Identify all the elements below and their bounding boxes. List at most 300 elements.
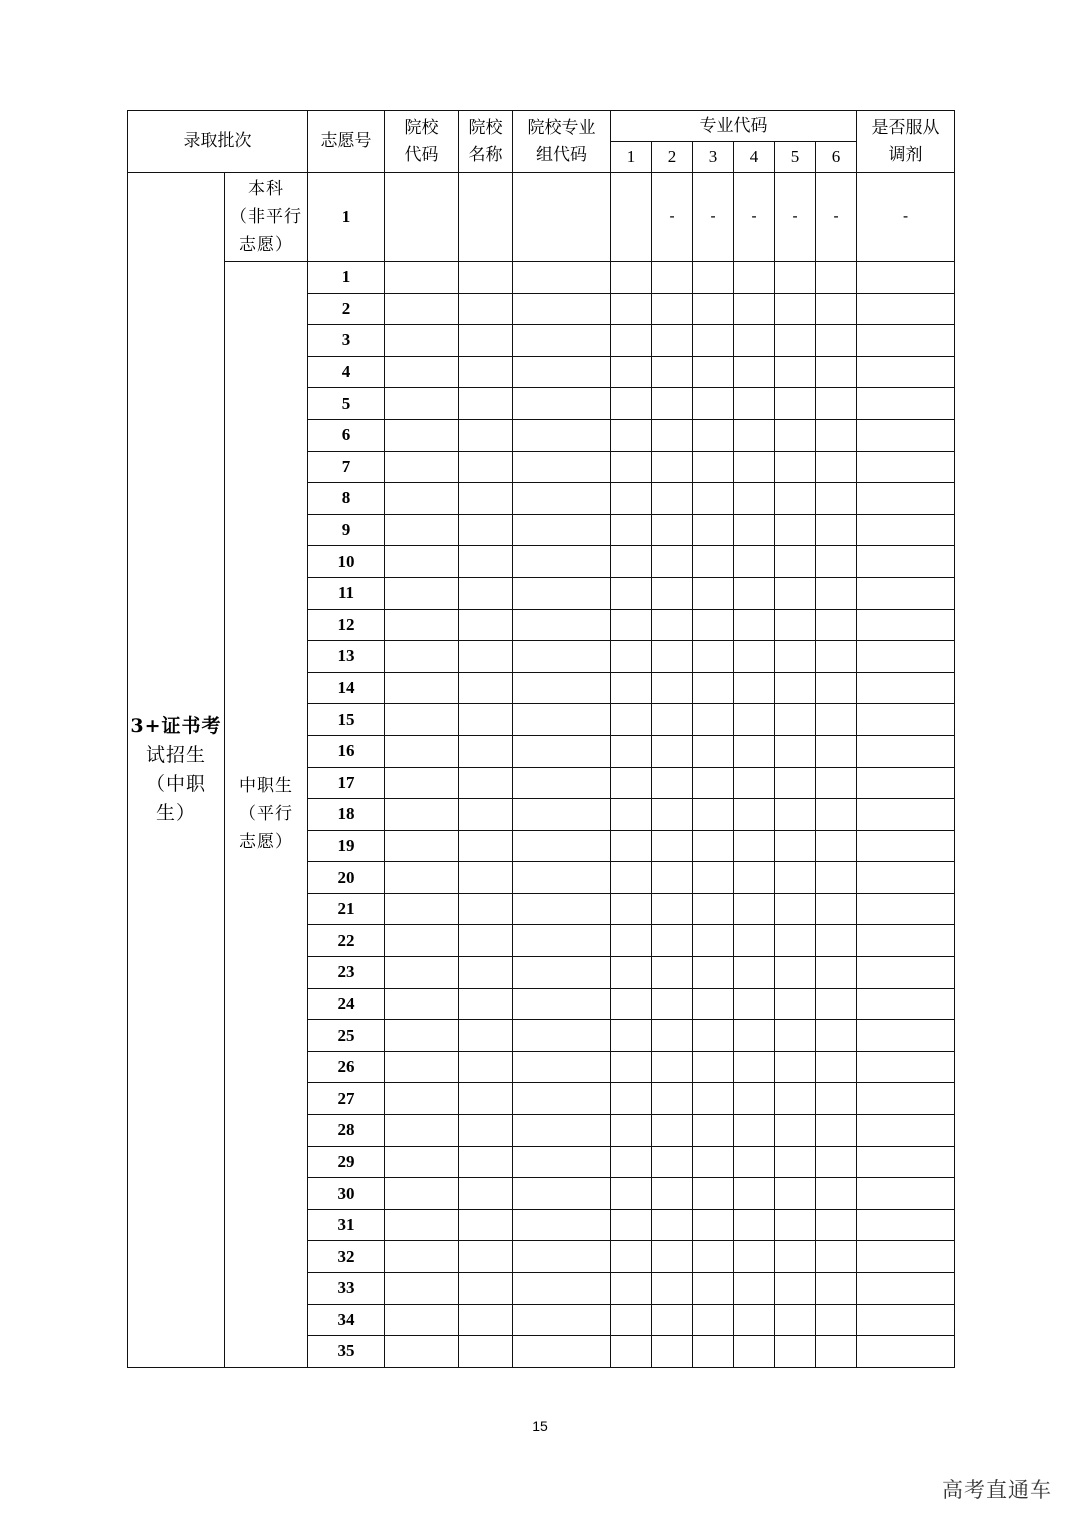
adjust-cell[interactable] bbox=[857, 262, 955, 294]
major-code-cell-4[interactable] bbox=[734, 925, 775, 957]
major-code-cell-1[interactable] bbox=[611, 704, 652, 736]
major-code-cell-6[interactable] bbox=[816, 483, 857, 515]
adjust-cell[interactable] bbox=[857, 451, 955, 483]
adjust-cell[interactable] bbox=[857, 641, 955, 673]
major-code-cell-1[interactable] bbox=[611, 609, 652, 641]
adjust-cell[interactable] bbox=[857, 799, 955, 831]
adjust-cell[interactable] bbox=[857, 735, 955, 767]
major-code-cell-6[interactable] bbox=[816, 1273, 857, 1305]
major-code-cell-1[interactable] bbox=[611, 325, 652, 357]
major-code-cell-6[interactable] bbox=[816, 830, 857, 862]
major-code-cell-2[interactable] bbox=[652, 356, 693, 388]
major-code-cell-3[interactable] bbox=[693, 1115, 734, 1147]
major-code-cell-3[interactable] bbox=[693, 1020, 734, 1052]
major-code-cell-4[interactable] bbox=[734, 1178, 775, 1210]
school-code-cell[interactable] bbox=[385, 451, 459, 483]
major-code-cell-5[interactable] bbox=[775, 893, 816, 925]
major-code-cell-5[interactable] bbox=[775, 1241, 816, 1273]
major-code-cell-6[interactable] bbox=[816, 641, 857, 673]
adjust-cell[interactable] bbox=[857, 1209, 955, 1241]
major-code-cell-2[interactable] bbox=[652, 1146, 693, 1178]
major-code-cell-1[interactable] bbox=[611, 262, 652, 294]
major-code-cell-2[interactable] bbox=[652, 799, 693, 831]
major-code-cell-4[interactable] bbox=[734, 356, 775, 388]
school-code-cell[interactable] bbox=[385, 799, 459, 831]
major-code-cell-3[interactable] bbox=[693, 1304, 734, 1336]
group-code-cell[interactable] bbox=[513, 1083, 611, 1115]
major-code-cell-6[interactable] bbox=[816, 799, 857, 831]
major-code-cell-5[interactable] bbox=[775, 799, 816, 831]
school-name-cell[interactable] bbox=[459, 609, 513, 641]
major-code-cell-1[interactable] bbox=[611, 862, 652, 894]
major-code-cell-6[interactable] bbox=[816, 356, 857, 388]
school-code-cell[interactable] bbox=[385, 925, 459, 957]
major-code-cell-6[interactable] bbox=[816, 1209, 857, 1241]
adjust-cell[interactable] bbox=[857, 862, 955, 894]
major-code-cell-2[interactable] bbox=[652, 609, 693, 641]
major-code-cell-3[interactable] bbox=[693, 356, 734, 388]
major-code-cell-5[interactable] bbox=[775, 735, 816, 767]
major-code-cell-1[interactable] bbox=[611, 1241, 652, 1273]
school-name-cell[interactable] bbox=[459, 735, 513, 767]
major-code-cell-3[interactable] bbox=[693, 1083, 734, 1115]
major-code-cell-1[interactable] bbox=[611, 514, 652, 546]
adjust-cell[interactable] bbox=[857, 1051, 955, 1083]
school-name-cell[interactable] bbox=[459, 356, 513, 388]
school-name-cell[interactable] bbox=[459, 262, 513, 294]
major-code-cell-3[interactable] bbox=[693, 893, 734, 925]
major-code-cell-1[interactable] bbox=[611, 1304, 652, 1336]
major-code-cell-4[interactable] bbox=[734, 830, 775, 862]
major-code-cell-5[interactable] bbox=[775, 1146, 816, 1178]
school-code-cell[interactable] bbox=[385, 483, 459, 515]
group-code-cell[interactable] bbox=[513, 514, 611, 546]
group-code-cell[interactable] bbox=[513, 1304, 611, 1336]
school-code-cell[interactable] bbox=[385, 546, 459, 578]
group-code-cell[interactable] bbox=[513, 325, 611, 357]
major-code-cell-6[interactable] bbox=[816, 767, 857, 799]
major-code-cell-1[interactable] bbox=[611, 830, 652, 862]
major-code-cell-6[interactable] bbox=[816, 1241, 857, 1273]
group-code-cell[interactable] bbox=[513, 1020, 611, 1052]
adjust-cell[interactable] bbox=[857, 925, 955, 957]
major-code-cell-4[interactable] bbox=[734, 514, 775, 546]
group-code-cell[interactable] bbox=[513, 609, 611, 641]
major-code-cell-2[interactable] bbox=[652, 1241, 693, 1273]
school-code-cell[interactable] bbox=[385, 672, 459, 704]
major-code-cell-3[interactable] bbox=[693, 262, 734, 294]
group-code-cell[interactable] bbox=[513, 893, 611, 925]
major-code-cell-6[interactable] bbox=[816, 1304, 857, 1336]
major-code-cell-5[interactable] bbox=[775, 293, 816, 325]
major-code-cell-3[interactable] bbox=[693, 1178, 734, 1210]
major-code-cell-1[interactable] bbox=[611, 925, 652, 957]
school-code-cell[interactable] bbox=[385, 988, 459, 1020]
adjust-cell[interactable] bbox=[857, 577, 955, 609]
school-code-cell[interactable] bbox=[385, 609, 459, 641]
major-code-cell-5[interactable] bbox=[775, 577, 816, 609]
group-code-cell[interactable] bbox=[513, 862, 611, 894]
school-name-cell[interactable] bbox=[459, 862, 513, 894]
major-code-cell-1[interactable] bbox=[611, 451, 652, 483]
major-code-cell-4[interactable] bbox=[734, 704, 775, 736]
school-code-cell[interactable] bbox=[385, 1178, 459, 1210]
major-code-cell-5[interactable] bbox=[775, 641, 816, 673]
major-code-cell-2[interactable] bbox=[652, 1020, 693, 1052]
group-code-cell[interactable] bbox=[513, 641, 611, 673]
major-code-cell-5[interactable] bbox=[775, 1083, 816, 1115]
major-code-cell-4[interactable] bbox=[734, 1336, 775, 1368]
major-code-cell-3[interactable] bbox=[693, 735, 734, 767]
school-name-cell[interactable] bbox=[459, 1304, 513, 1336]
major-code-cell-4[interactable] bbox=[734, 1051, 775, 1083]
major-code-cell-1[interactable] bbox=[611, 577, 652, 609]
major-code-cell-1[interactable] bbox=[611, 1020, 652, 1052]
major-code-cell-6[interactable] bbox=[816, 735, 857, 767]
adjust-cell[interactable] bbox=[857, 957, 955, 989]
major-code-cell-3[interactable] bbox=[693, 1146, 734, 1178]
major-code-cell-6[interactable] bbox=[816, 293, 857, 325]
group-code-cell[interactable] bbox=[513, 388, 611, 420]
major-code-cell-5[interactable] bbox=[775, 514, 816, 546]
school-name-cell[interactable] bbox=[459, 419, 513, 451]
major-code-cell-3[interactable] bbox=[693, 767, 734, 799]
major-code-cell-2[interactable] bbox=[652, 388, 693, 420]
major-code-cell-4[interactable] bbox=[734, 609, 775, 641]
major-code-cell-2[interactable] bbox=[652, 957, 693, 989]
major-code-cell-6[interactable] bbox=[816, 262, 857, 294]
school-name-cell[interactable] bbox=[459, 799, 513, 831]
major-code-cell-6[interactable] bbox=[816, 925, 857, 957]
school-code-cell[interactable] bbox=[385, 641, 459, 673]
major-code-cell-5[interactable] bbox=[775, 1020, 816, 1052]
school-code-cell[interactable] bbox=[385, 1241, 459, 1273]
major-code-cell-1[interactable] bbox=[611, 293, 652, 325]
major-code-cell-2[interactable] bbox=[652, 767, 693, 799]
adjust-cell[interactable] bbox=[857, 704, 955, 736]
major-code-cell-3[interactable] bbox=[693, 451, 734, 483]
major-code-cell-1[interactable] bbox=[611, 173, 652, 262]
group-code-cell[interactable] bbox=[513, 957, 611, 989]
major-code-cell-6[interactable] bbox=[816, 546, 857, 578]
group-code-cell[interactable] bbox=[513, 262, 611, 294]
school-code-cell[interactable] bbox=[385, 1020, 459, 1052]
major-code-cell-6[interactable] bbox=[816, 451, 857, 483]
major-code-cell-2[interactable] bbox=[652, 1178, 693, 1210]
school-name-cell[interactable] bbox=[459, 1273, 513, 1305]
school-name-cell[interactable] bbox=[459, 1020, 513, 1052]
adjust-cell[interactable] bbox=[857, 767, 955, 799]
major-code-cell-5[interactable] bbox=[775, 957, 816, 989]
major-code-cell-4[interactable] bbox=[734, 1304, 775, 1336]
group-code-cell[interactable] bbox=[513, 1241, 611, 1273]
major-code-cell-2[interactable] bbox=[652, 514, 693, 546]
school-code-cell[interactable] bbox=[385, 293, 459, 325]
major-code-cell-2[interactable] bbox=[652, 735, 693, 767]
group-code-cell[interactable] bbox=[513, 704, 611, 736]
major-code-cell-1[interactable] bbox=[611, 1083, 652, 1115]
group-code-cell[interactable] bbox=[513, 577, 611, 609]
school-code-cell[interactable] bbox=[385, 1051, 459, 1083]
major-code-cell-3[interactable] bbox=[693, 799, 734, 831]
major-code-cell-4[interactable] bbox=[734, 767, 775, 799]
group-code-cell[interactable] bbox=[513, 672, 611, 704]
major-code-cell-5[interactable] bbox=[775, 1336, 816, 1368]
major-code-cell-3[interactable] bbox=[693, 293, 734, 325]
school-code-cell[interactable] bbox=[385, 767, 459, 799]
major-code-cell-2[interactable] bbox=[652, 704, 693, 736]
major-code-cell-5[interactable] bbox=[775, 988, 816, 1020]
major-code-cell-1[interactable] bbox=[611, 735, 652, 767]
major-code-cell-1[interactable] bbox=[611, 1146, 652, 1178]
group-code-cell[interactable] bbox=[513, 173, 611, 262]
adjust-cell[interactable] bbox=[857, 325, 955, 357]
major-code-cell-2[interactable] bbox=[652, 830, 693, 862]
group-code-cell[interactable] bbox=[513, 1273, 611, 1305]
school-name-cell[interactable] bbox=[459, 957, 513, 989]
major-code-cell-5[interactable] bbox=[775, 1178, 816, 1210]
major-code-cell-5[interactable] bbox=[775, 388, 816, 420]
school-code-cell[interactable] bbox=[385, 262, 459, 294]
school-name-cell[interactable] bbox=[459, 830, 513, 862]
major-code-cell-4[interactable] bbox=[734, 483, 775, 515]
major-code-cell-4[interactable] bbox=[734, 862, 775, 894]
major-code-cell-5[interactable] bbox=[775, 356, 816, 388]
major-code-cell-5[interactable] bbox=[775, 325, 816, 357]
major-code-cell-3[interactable] bbox=[693, 1273, 734, 1305]
major-code-cell-6[interactable] bbox=[816, 1083, 857, 1115]
major-code-cell-2[interactable] bbox=[652, 1083, 693, 1115]
major-code-cell-5[interactable] bbox=[775, 704, 816, 736]
major-code-cell-2[interactable] bbox=[652, 925, 693, 957]
major-code-cell-1[interactable] bbox=[611, 672, 652, 704]
major-code-cell-2[interactable] bbox=[652, 483, 693, 515]
major-code-cell-6[interactable] bbox=[816, 609, 857, 641]
major-code-cell-2[interactable] bbox=[652, 325, 693, 357]
major-code-cell-4[interactable] bbox=[734, 1115, 775, 1147]
adjust-cell[interactable] bbox=[857, 1178, 955, 1210]
major-code-cell-4[interactable] bbox=[734, 1241, 775, 1273]
adjust-cell[interactable] bbox=[857, 1115, 955, 1147]
major-code-cell-4[interactable] bbox=[734, 988, 775, 1020]
major-code-cell-4[interactable] bbox=[734, 262, 775, 294]
major-code-cell-4[interactable] bbox=[734, 1146, 775, 1178]
major-code-cell-6[interactable] bbox=[816, 704, 857, 736]
adjust-cell[interactable] bbox=[857, 1273, 955, 1305]
major-code-cell-4[interactable] bbox=[734, 799, 775, 831]
school-code-cell[interactable] bbox=[385, 325, 459, 357]
major-code-cell-6[interactable] bbox=[816, 893, 857, 925]
school-code-cell[interactable] bbox=[385, 514, 459, 546]
group-code-cell[interactable] bbox=[513, 830, 611, 862]
major-code-cell-2[interactable] bbox=[652, 1115, 693, 1147]
major-code-cell-6[interactable] bbox=[816, 1115, 857, 1147]
major-code-cell-3[interactable] bbox=[693, 957, 734, 989]
major-code-cell-2[interactable] bbox=[652, 546, 693, 578]
major-code-cell-6[interactable] bbox=[816, 419, 857, 451]
school-name-cell[interactable] bbox=[459, 672, 513, 704]
major-code-cell-1[interactable] bbox=[611, 419, 652, 451]
major-code-cell-2[interactable] bbox=[652, 419, 693, 451]
major-code-cell-3[interactable] bbox=[693, 1051, 734, 1083]
major-code-cell-6[interactable] bbox=[816, 577, 857, 609]
major-code-cell-3[interactable] bbox=[693, 830, 734, 862]
school-name-cell[interactable] bbox=[459, 1241, 513, 1273]
group-code-cell[interactable] bbox=[513, 419, 611, 451]
major-code-cell-4[interactable] bbox=[734, 546, 775, 578]
group-code-cell[interactable] bbox=[513, 799, 611, 831]
major-code-cell-4[interactable] bbox=[734, 577, 775, 609]
major-code-cell-1[interactable] bbox=[611, 641, 652, 673]
adjust-cell[interactable] bbox=[857, 483, 955, 515]
major-code-cell-2[interactable] bbox=[652, 988, 693, 1020]
major-code-cell-5[interactable] bbox=[775, 862, 816, 894]
major-code-cell-6[interactable] bbox=[816, 514, 857, 546]
group-code-cell[interactable] bbox=[513, 451, 611, 483]
major-code-cell-3[interactable] bbox=[693, 925, 734, 957]
major-code-cell-6[interactable] bbox=[816, 1020, 857, 1052]
major-code-cell-2[interactable] bbox=[652, 577, 693, 609]
major-code-cell-3[interactable] bbox=[693, 546, 734, 578]
major-code-cell-2[interactable] bbox=[652, 1051, 693, 1083]
major-code-cell-2[interactable] bbox=[652, 1304, 693, 1336]
adjust-cell[interactable] bbox=[857, 1336, 955, 1368]
adjust-cell[interactable] bbox=[857, 293, 955, 325]
adjust-cell[interactable] bbox=[857, 388, 955, 420]
adjust-cell[interactable] bbox=[857, 672, 955, 704]
school-code-cell[interactable] bbox=[385, 1083, 459, 1115]
school-code-cell[interactable] bbox=[385, 419, 459, 451]
adjust-cell[interactable] bbox=[857, 546, 955, 578]
major-code-cell-3[interactable] bbox=[693, 514, 734, 546]
major-code-cell-5[interactable] bbox=[775, 262, 816, 294]
major-code-cell-1[interactable] bbox=[611, 546, 652, 578]
major-code-cell-2[interactable] bbox=[652, 293, 693, 325]
school-name-cell[interactable] bbox=[459, 988, 513, 1020]
group-code-cell[interactable] bbox=[513, 293, 611, 325]
school-name-cell[interactable] bbox=[459, 704, 513, 736]
major-code-cell-4[interactable] bbox=[734, 1209, 775, 1241]
major-code-cell-6[interactable] bbox=[816, 672, 857, 704]
major-code-cell-1[interactable] bbox=[611, 1209, 652, 1241]
adjust-cell[interactable] bbox=[857, 1304, 955, 1336]
major-code-cell-3[interactable] bbox=[693, 704, 734, 736]
group-code-cell[interactable] bbox=[513, 1178, 611, 1210]
major-code-cell-4[interactable] bbox=[734, 1020, 775, 1052]
school-code-cell[interactable] bbox=[385, 862, 459, 894]
major-code-cell-1[interactable] bbox=[611, 1051, 652, 1083]
school-code-cell[interactable] bbox=[385, 704, 459, 736]
major-code-cell-3[interactable] bbox=[693, 609, 734, 641]
major-code-cell-4[interactable] bbox=[734, 419, 775, 451]
major-code-cell-3[interactable] bbox=[693, 577, 734, 609]
major-code-cell-6[interactable] bbox=[816, 988, 857, 1020]
major-code-cell-1[interactable] bbox=[611, 767, 652, 799]
major-code-cell-5[interactable] bbox=[775, 609, 816, 641]
major-code-cell-3[interactable] bbox=[693, 641, 734, 673]
adjust-cell[interactable] bbox=[857, 1146, 955, 1178]
major-code-cell-1[interactable] bbox=[611, 988, 652, 1020]
major-code-cell-5[interactable] bbox=[775, 672, 816, 704]
major-code-cell-2[interactable] bbox=[652, 1336, 693, 1368]
major-code-cell-5[interactable] bbox=[775, 830, 816, 862]
major-code-cell-5[interactable] bbox=[775, 1209, 816, 1241]
school-name-cell[interactable] bbox=[459, 451, 513, 483]
major-code-cell-4[interactable] bbox=[734, 672, 775, 704]
major-code-cell-2[interactable] bbox=[652, 451, 693, 483]
major-code-cell-5[interactable] bbox=[775, 451, 816, 483]
school-code-cell[interactable] bbox=[385, 356, 459, 388]
major-code-cell-5[interactable] bbox=[775, 1051, 816, 1083]
adjust-cell[interactable] bbox=[857, 609, 955, 641]
major-code-cell-3[interactable] bbox=[693, 862, 734, 894]
school-name-cell[interactable] bbox=[459, 1051, 513, 1083]
group-code-cell[interactable] bbox=[513, 546, 611, 578]
major-code-cell-5[interactable] bbox=[775, 546, 816, 578]
major-code-cell-1[interactable] bbox=[611, 1115, 652, 1147]
major-code-cell-5[interactable] bbox=[775, 925, 816, 957]
school-code-cell[interactable] bbox=[385, 1273, 459, 1305]
major-code-cell-3[interactable] bbox=[693, 1336, 734, 1368]
group-code-cell[interactable] bbox=[513, 356, 611, 388]
major-code-cell-6[interactable] bbox=[816, 1051, 857, 1083]
major-code-cell-2[interactable] bbox=[652, 641, 693, 673]
group-code-cell[interactable] bbox=[513, 1146, 611, 1178]
school-name-cell[interactable] bbox=[459, 1178, 513, 1210]
school-code-cell[interactable] bbox=[385, 1115, 459, 1147]
major-code-cell-3[interactable] bbox=[693, 483, 734, 515]
school-name-cell[interactable] bbox=[459, 577, 513, 609]
major-code-cell-6[interactable] bbox=[816, 1146, 857, 1178]
major-code-cell-1[interactable] bbox=[611, 388, 652, 420]
school-code-cell[interactable] bbox=[385, 1209, 459, 1241]
major-code-cell-2[interactable] bbox=[652, 893, 693, 925]
major-code-cell-4[interactable] bbox=[734, 1083, 775, 1115]
school-name-cell[interactable] bbox=[459, 1083, 513, 1115]
major-code-cell-1[interactable] bbox=[611, 893, 652, 925]
school-name-cell[interactable] bbox=[459, 767, 513, 799]
school-name-cell[interactable] bbox=[459, 1336, 513, 1368]
school-name-cell[interactable] bbox=[459, 514, 513, 546]
group-code-cell[interactable] bbox=[513, 1051, 611, 1083]
school-code-cell[interactable] bbox=[385, 173, 459, 262]
major-code-cell-1[interactable] bbox=[611, 483, 652, 515]
adjust-cell[interactable] bbox=[857, 893, 955, 925]
school-code-cell[interactable] bbox=[385, 830, 459, 862]
major-code-cell-4[interactable] bbox=[734, 957, 775, 989]
major-code-cell-1[interactable] bbox=[611, 1178, 652, 1210]
group-code-cell[interactable] bbox=[513, 1336, 611, 1368]
school-code-cell[interactable] bbox=[385, 1146, 459, 1178]
school-name-cell[interactable] bbox=[459, 293, 513, 325]
school-name-cell[interactable] bbox=[459, 1209, 513, 1241]
major-code-cell-2[interactable] bbox=[652, 862, 693, 894]
adjust-cell[interactable] bbox=[857, 988, 955, 1020]
major-code-cell-2[interactable] bbox=[652, 1209, 693, 1241]
major-code-cell-3[interactable] bbox=[693, 672, 734, 704]
school-name-cell[interactable] bbox=[459, 925, 513, 957]
major-code-cell-6[interactable] bbox=[816, 1178, 857, 1210]
major-code-cell-4[interactable] bbox=[734, 293, 775, 325]
group-code-cell[interactable] bbox=[513, 735, 611, 767]
group-code-cell[interactable] bbox=[513, 925, 611, 957]
school-name-cell[interactable] bbox=[459, 893, 513, 925]
adjust-cell[interactable] bbox=[857, 356, 955, 388]
major-code-cell-3[interactable] bbox=[693, 419, 734, 451]
major-code-cell-5[interactable] bbox=[775, 1115, 816, 1147]
adjust-cell[interactable] bbox=[857, 1020, 955, 1052]
major-code-cell-5[interactable] bbox=[775, 767, 816, 799]
